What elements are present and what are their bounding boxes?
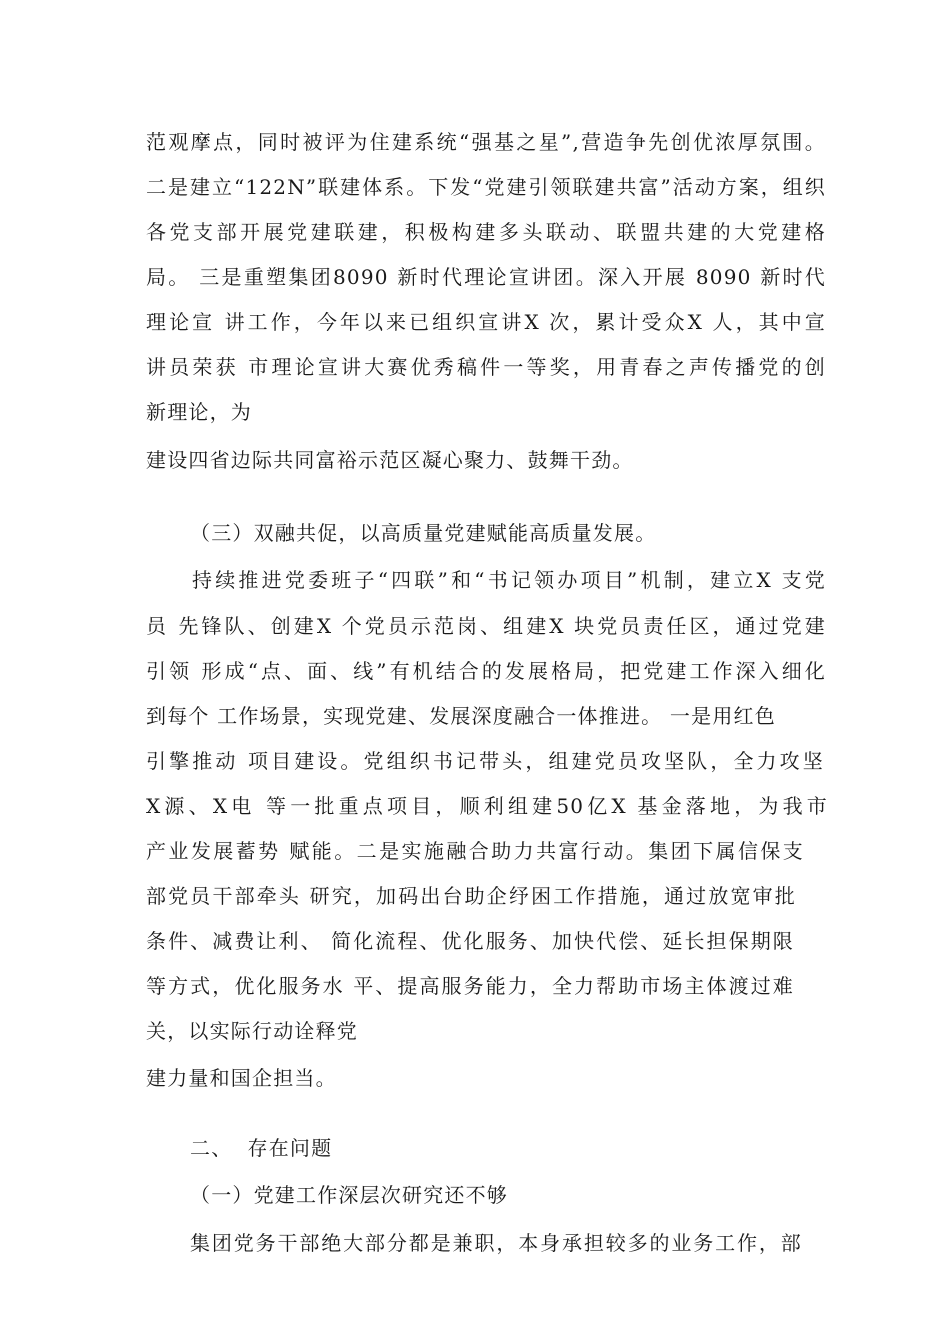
body-text-line: 新理论，为	[146, 400, 252, 424]
body-text-line: 引擎推动 项目建设。党组织书记带头，组建党员攻坚队，全力攻坚	[146, 749, 824, 773]
body-text-line: X源、X电 等一批重点项目，顺利组建50亿X 基金落地，为我市	[146, 794, 828, 818]
body-text-line: 范观摩点，同时被评为住建系统“强基之星”,营造争先创优浓厚氛围。	[146, 130, 826, 154]
body-text-line: 二是建立“122N”联建体系。下发“党建引领联建共富”活动方案，组织	[146, 175, 826, 199]
body-text-line: 等方式，优化服务水 平、提高服务能力，全力帮助市场主体渡过难	[146, 974, 794, 998]
body-text-line: 理论宣 讲工作，今年以来已组织宣讲X 次，累计受众X 人，其中宣	[146, 310, 826, 334]
section-heading: 二、 存在问题	[190, 1136, 333, 1160]
body-text-line: 产业发展蓄势 赋能。二是实施融合助力共富行动。集团下属信保支	[146, 839, 804, 863]
body-text-line: 持续推进党委班子“四联”和“书记领办项目”机制，建立X 支党	[192, 568, 826, 592]
body-text-line: 局。 三是重塑集团8090 新时代理论宣讲团。深入开展 8090 新时代	[146, 265, 826, 289]
subsection-heading: （一）党建工作深层次研究还不够	[190, 1183, 508, 1207]
body-text-line: 到每个 工作场景，实现党建、发展深度融合一体推进。 一是用红色	[146, 704, 776, 728]
section-heading: （三）双融共促，以高质量党建赋能高质量发展。	[190, 521, 657, 545]
body-text-line: 集团党务干部绝大部分都是兼职，本身承担较多的业务工作，部	[190, 1231, 802, 1255]
body-text-line: 建力量和国企担当。	[146, 1066, 337, 1090]
body-text-line: 关，以实际行动诠释党	[146, 1019, 358, 1043]
body-text-line: 讲员荣获 市理论宣讲大赛优秀稿件一等奖，用青春之声传播党的创	[146, 355, 826, 379]
body-text-line: 各党支部开展党建联建，积极构建多头联动、联盟共建的大党建格	[146, 220, 826, 244]
body-text-line: 条件、减费让利、 简化流程、优化服务、加快代偿、延长担保期限	[146, 929, 794, 953]
body-text-line: 引领 形成“点、面、线”有机结合的发展格局，把党建工作深入细化	[146, 659, 826, 683]
body-text-line: 员 先锋队、创建X 个党员示范岗、组建X 块党员责任区，通过党建	[146, 614, 826, 638]
body-text-line: 建设四省边际共同富裕示范区凝心聚力、鼓舞干劲。	[146, 448, 634, 472]
body-text-line: 部党员干部牵头 研究，加码出台助企纾困工作措施，通过放宽审批	[146, 884, 796, 908]
